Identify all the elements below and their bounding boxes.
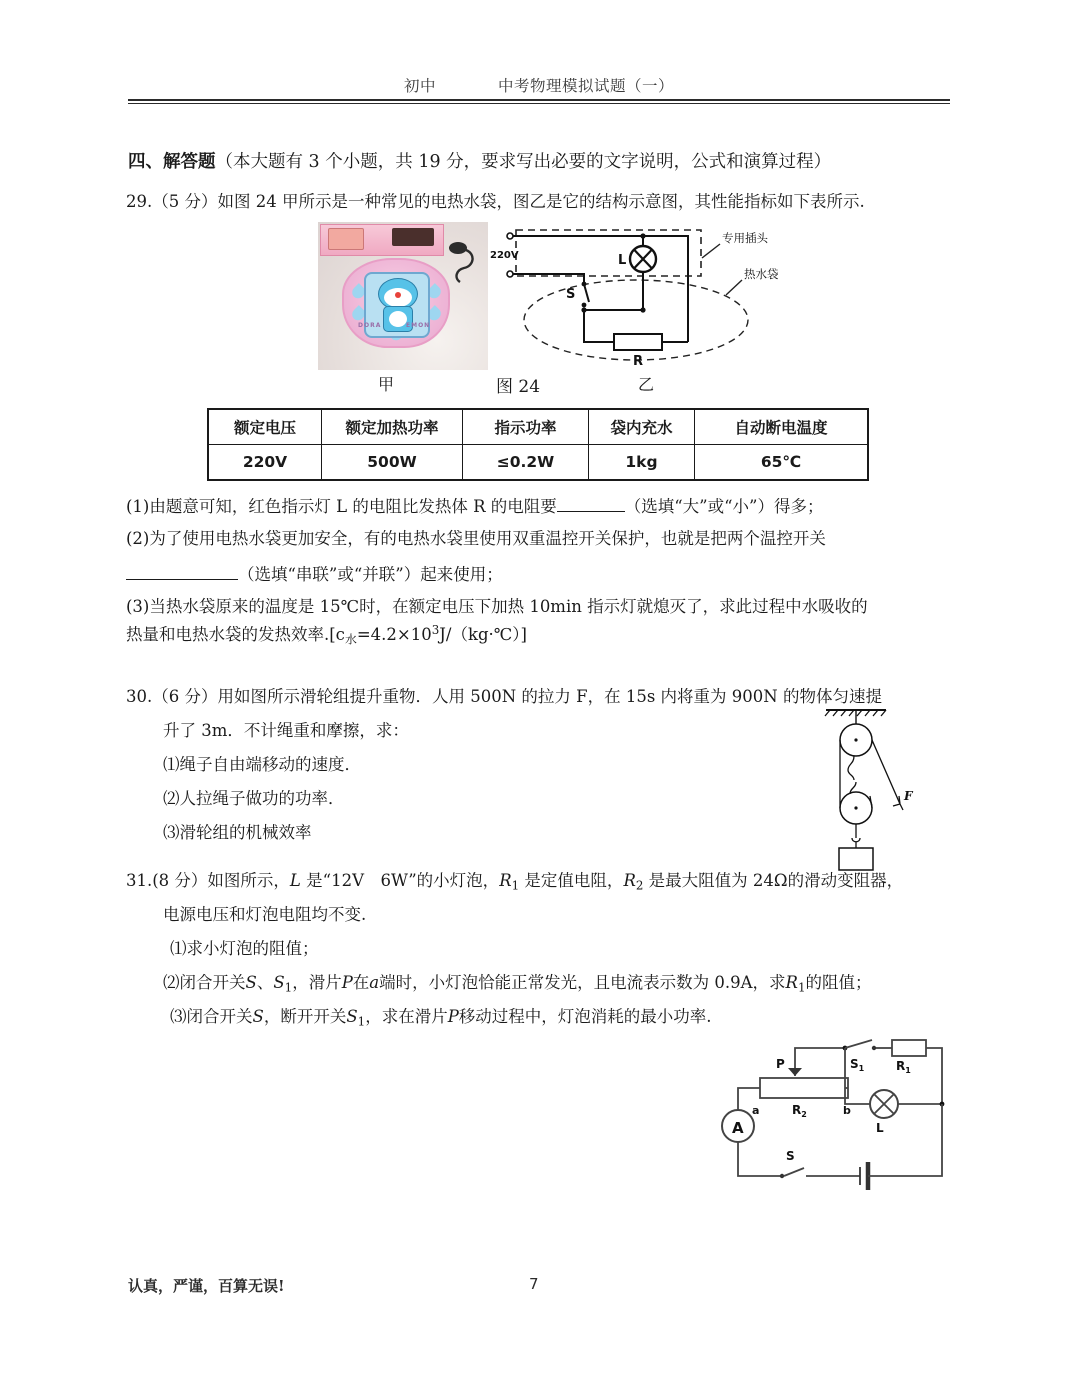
figure-24-number-label: 图 24 [496, 377, 541, 397]
figure-31-circuit-diagram [700, 1034, 950, 1204]
q31-item3-b: ，断开开关 [263, 1007, 347, 1026]
q31-r1-symbol: R [499, 871, 512, 890]
power-cord-icon [444, 240, 484, 284]
q29-sub2-answer-blank[interactable] [126, 564, 238, 580]
q31-item2-e: 端时，小灯泡恰能正常发光，且电流表示数为 0.9A，求 [379, 973, 786, 992]
q31-line1-a: 31.(8 分）如图所示， [126, 871, 290, 890]
question-30-item-3: ⑶滑轮组的机械效率 [163, 823, 312, 842]
q31-line1-b: 是“12V 6W”的小灯泡， [300, 871, 500, 890]
q31-item2-s1-symbol: S [273, 973, 285, 992]
svg-text:R1: $R_1$ [896, 1059, 911, 1075]
q31-item3-p-symbol: P [447, 1007, 459, 1026]
q29-sub2-text-b: （选填“串联”或“并联”）起来使用； [238, 565, 503, 584]
q31-lamp-symbol: L [289, 871, 301, 890]
question-30-line-1: 30.（6 分）用如图所示滑轮组提升重物．人用 500N 的拉力 F，在 15s 内将重为 900N 的物体匀速提 [126, 687, 882, 706]
q31-line1-d: 是最大阻值为 24Ω的滑动变阻器， [643, 871, 904, 890]
question-31-item-1: ⑴求小灯泡的阻值； [170, 939, 319, 958]
q31-item2-c: ，滑片 [292, 973, 342, 992]
q29-sub3-text-post: J/（kg·℃）] [439, 624, 527, 644]
table-header-cell: 额定加热功率 [322, 409, 463, 445]
question-31-item-2 [163, 974, 872, 994]
question-31-line-2: 电源电压和灯泡电阻均不变. [163, 905, 367, 924]
question-31-line-1 [126, 872, 903, 892]
question-29-stem: 29.（5 分）如图 24 甲所示是一种常见的电热水袋，图乙是它的结构示意图，其性能指标如下表所示. [126, 192, 865, 211]
table-cell: 220V [208, 445, 322, 481]
svg-text:A: A [732, 1119, 744, 1137]
q29-sub3-superscript: 3 [431, 623, 440, 637]
q31-item2-f: 的阻值； [805, 973, 872, 992]
svg-text:a: a [752, 1104, 760, 1117]
question-29-sub-2-line1 [126, 530, 826, 548]
q31-item2-p-symbol: P [341, 973, 353, 992]
q31-item2-a-terminal: a [369, 973, 380, 992]
svg-text:L: L [876, 1121, 884, 1135]
table-header-cell: 额定电压 [208, 409, 322, 445]
q31-item2-s1-subscript: 1 [284, 980, 293, 995]
q29-sub1-text-b: （选填“大”或“小”）得多； [624, 497, 824, 516]
q29-sub1-text-a: (1)由题意可知，红色指示灯 L 的电阻比发热体 R 的电阻要 [126, 497, 557, 516]
table-header-cell: 自动断电温度 [695, 409, 869, 445]
table-cell: 1kg [589, 445, 695, 481]
question-29-sub-3-line1 [126, 598, 868, 616]
q29-sub1-answer-blank[interactable] [557, 496, 625, 512]
question-29-sub-1 [126, 496, 823, 516]
figure-24-circuit-label: 乙 [638, 375, 655, 394]
q29-sub3-text-pre: 热量和电热水袋的发热效率.[c [126, 624, 345, 644]
question-30-line-2: 升了 3m．不计绳重和摩擦，求： [163, 721, 409, 740]
svg-text:P: P [776, 1057, 785, 1071]
header-title: 中考物理模拟试题（一） [498, 77, 675, 95]
table-cell: ≤0.2W [463, 445, 589, 481]
q31-r2-subscript: 2 [635, 878, 644, 893]
q31-item2-s-symbol: S [245, 973, 257, 992]
svg-text:热水袋: 热水袋 [744, 267, 779, 281]
q29-sub3-text-a: (3)当热水袋原来的温度是 15℃时，在额定电压下加热 10min 指示灯就熄灭了，求此过程中水吸收的 [126, 597, 868, 616]
q31-item3-s-symbol: S [252, 1007, 264, 1026]
q31-r1-subscript: 1 [511, 878, 520, 893]
table-header-cell: 指示功率 [463, 409, 589, 445]
q31-item2-r1-subscript: 1 [797, 980, 806, 995]
svg-text:220V: 220V [490, 250, 519, 261]
q31-item2-d: 在 [352, 973, 370, 992]
q31-item2-r1-symbol: R [785, 973, 798, 992]
footer-motto: 认真，严谨，百算无误! [128, 1277, 285, 1295]
svg-text:专用插头: 专用插头 [722, 231, 768, 245]
svg-text:S: S [786, 1149, 795, 1163]
table-cell: 500W [322, 445, 463, 481]
q31-item3-s1-subscript: 1 [357, 1014, 366, 1029]
section-instructions: （本大题有 3 个小题，共 19 分，要求写出必要的文字说明，公式和演算过程） [215, 152, 832, 172]
hot-water-bag-spec-table [207, 408, 869, 481]
header-divider [128, 99, 950, 104]
svg-text:S1: $S_1$ [850, 1057, 865, 1073]
table-header-row [208, 409, 868, 445]
table-header-cell: 袋内充水 [589, 409, 695, 445]
q31-r2-symbol: R [623, 871, 636, 890]
section-heading [128, 148, 831, 173]
svg-text:R: R [633, 354, 644, 369]
q31-item3-c: ，求在滑片 [365, 1007, 448, 1026]
q29-sub3-subscript: 水 [344, 632, 357, 647]
q29-sub2-text-a: (2)为了使用电热水袋更加安全，有的电热水袋里使用双重温控开关保护，也就是把两个温控开关 [126, 529, 826, 548]
svg-text:L: L [618, 253, 627, 268]
q31-line1-c: 是定值电阻， [519, 871, 624, 890]
svg-text:S: S [566, 287, 576, 302]
q31-item3-d: 移动过程中，灯泡消耗的最小功率. [458, 1007, 712, 1026]
svg-text:b: b [843, 1104, 851, 1117]
q31-item2-b: 、 [256, 973, 274, 992]
q31-item2-a: ⑵闭合开关 [163, 973, 246, 992]
figure-24-photo-label: 甲 [378, 375, 395, 394]
section-label: 四、解答题 [128, 152, 216, 172]
question-30-item-2: ⑵人拉绳子做功的功率． [163, 789, 345, 808]
q31-item3-s1-symbol: S [346, 1007, 358, 1026]
svg-text:F: F [904, 789, 913, 803]
svg-text:R2: $R_2$ [792, 1103, 807, 1119]
q29-sub3-text-mid: =4.2×10 [356, 624, 432, 644]
question-31-item-3 [170, 1008, 712, 1028]
question-29-sub-3-line2 [126, 624, 527, 646]
footer-page-number: 7 [529, 1275, 539, 1293]
header-subject-level: 初中 [403, 77, 436, 95]
hot-water-bag-photo: DORA EMON [318, 222, 488, 370]
figure-pulley-system [808, 700, 938, 872]
figure-24-circuit-diagram [488, 222, 818, 374]
table-cell: 65℃ [695, 445, 869, 481]
question-30-item-1: ⑴绳子自由端移动的速度． [163, 755, 361, 774]
q31-item3-a: ⑶闭合开关 [170, 1007, 253, 1026]
table-row [208, 445, 868, 481]
question-29-sub-2-line2 [126, 564, 503, 584]
figure-24 [318, 222, 818, 397]
